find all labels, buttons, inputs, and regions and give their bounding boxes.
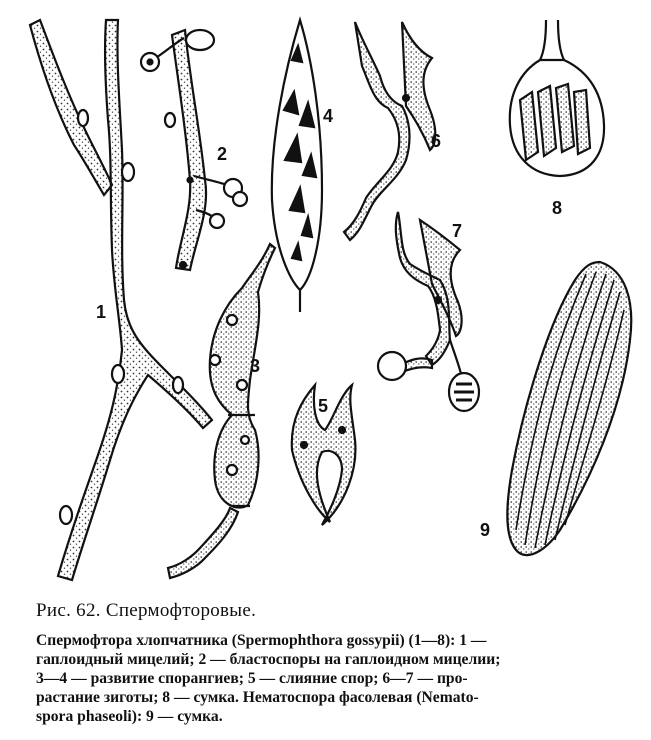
specimen-8-ascus	[510, 20, 604, 176]
caption-line: Спермофтора хлопчатника (Spermophthora gossypii) (1—8): 1 —	[36, 632, 487, 649]
specimen-9-nematospora-ascus	[507, 262, 631, 555]
specimen-2-blastospores	[141, 30, 247, 270]
specimen-4-spindle-sporangium	[272, 20, 322, 312]
specimen-6-zygote-germination	[344, 22, 435, 240]
label-4: 4	[323, 106, 334, 126]
specimen-7-germination-with-sac	[378, 212, 479, 411]
label-7: 7	[452, 221, 463, 241]
label-5: 5	[318, 396, 329, 416]
caption-line: растание зиготы; 8 — сумка. Нематоспора фасолевая (Nemato-	[36, 689, 479, 706]
figure-caption-title: Рис. 62. Спермофторовые.	[36, 600, 257, 621]
label-3: 3	[250, 356, 261, 376]
label-8: 8	[552, 198, 563, 218]
label-9: 9	[480, 520, 491, 540]
figure-caption-body	[36, 631, 626, 726]
label-1: 1	[96, 302, 107, 322]
specimen-3-sporangium-development	[168, 244, 275, 578]
label-2: 2	[217, 144, 228, 164]
label-6: 6	[431, 131, 442, 151]
caption-line: 3—4 — развитие спорангиев; 5 — слияние спор; 6—7 — про-	[36, 670, 468, 687]
caption-line: гаплоидный мицелий; 2 — бластоспоры на гаплоидном мицелии;	[36, 651, 501, 668]
caption-line: spora phaseoli): 9 — сумка.	[36, 708, 223, 725]
